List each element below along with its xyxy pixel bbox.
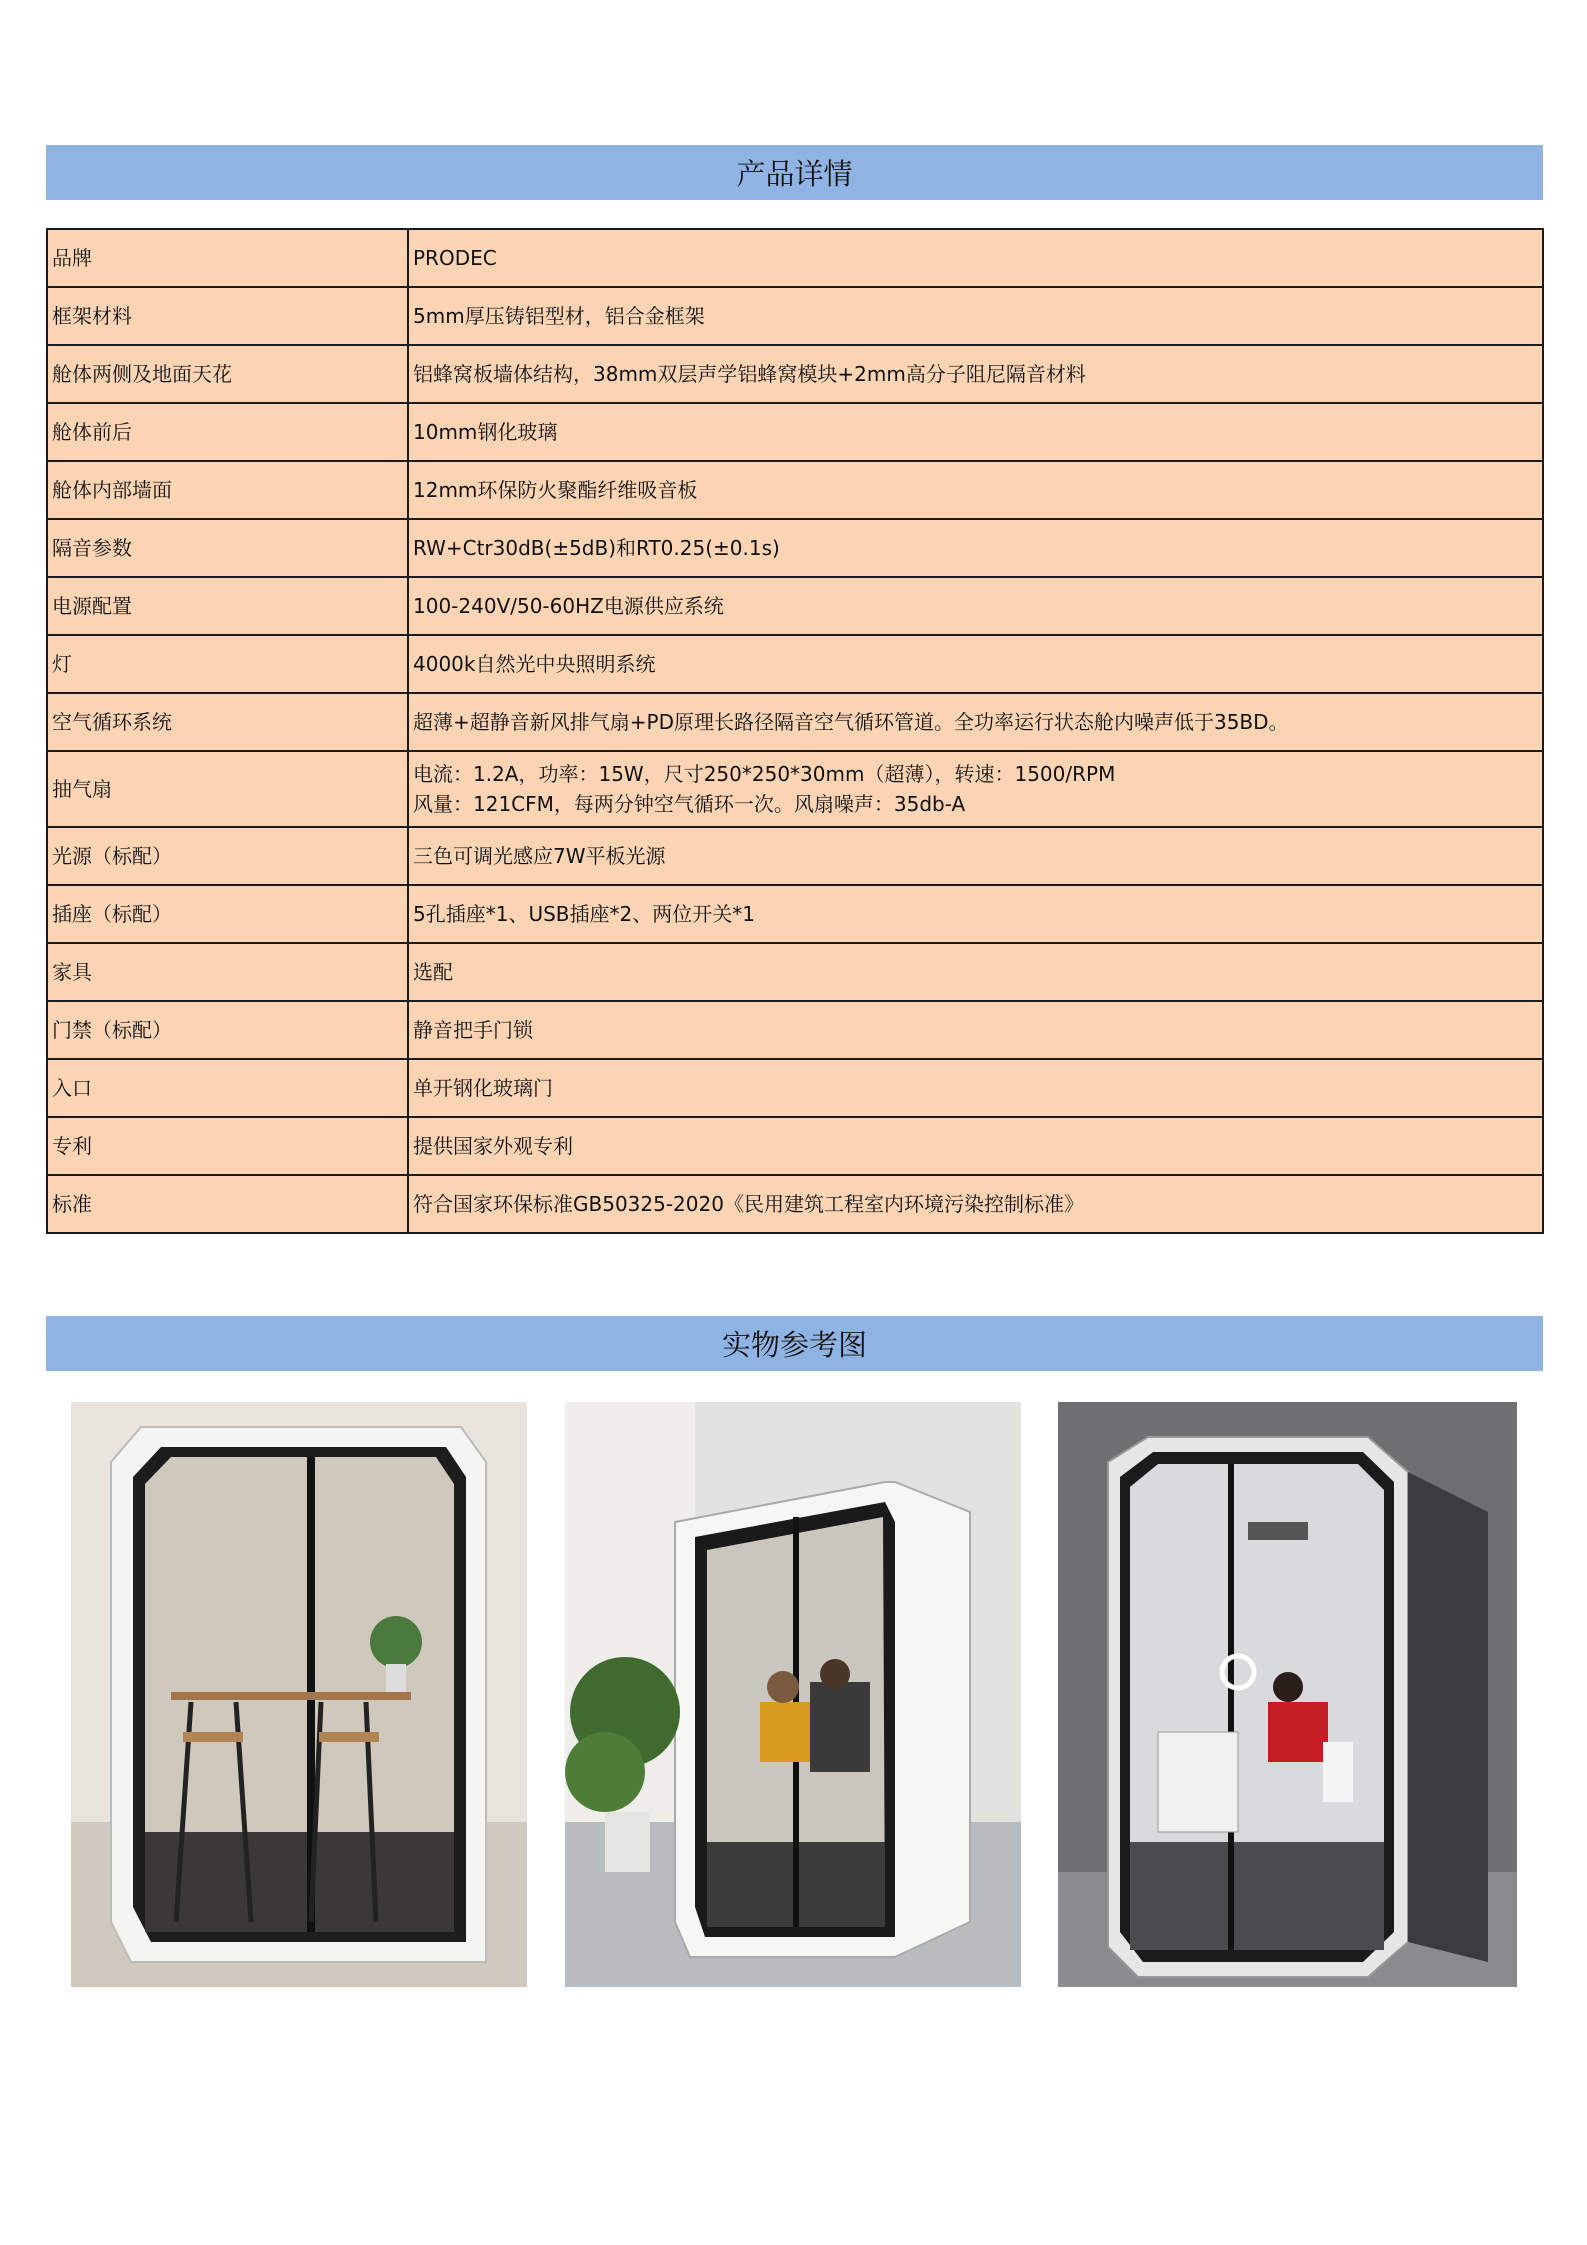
spec-label: 空气循环系统 [47, 693, 408, 751]
spec-value-line: 符合国家环保标准GB50325-2020《民用建筑工程室内环境污染控制标准》 [413, 1192, 1084, 1216]
spec-value [408, 403, 1543, 461]
spec-row [47, 1117, 1543, 1175]
spec-label: 舱体两侧及地面天花 [47, 345, 408, 403]
spec-row [47, 1175, 1543, 1233]
booth-photo-meeting [565, 1402, 1021, 1987]
spec-value [408, 693, 1543, 751]
spec-value-line: 风量：121CFM，每两分钟空气循环一次。风扇噪声：35db-A [413, 792, 966, 816]
spec-value [408, 885, 1543, 943]
spec-value-line: RW+Ctr30dB(±5dB)和RT0.25(±0.1s) [413, 536, 780, 560]
booth-photo-empty [71, 1402, 527, 1987]
spec-value [408, 519, 1543, 577]
spec-value-line: PRODEC [413, 246, 497, 270]
spec-value [408, 635, 1543, 693]
reference-photos-header [46, 1316, 1543, 1371]
spec-value-line: 静音把手门锁 [413, 1018, 533, 1042]
spec-row [47, 693, 1543, 751]
spec-value-line: 铝蜂窝板墙体结构，38mm双层声学铝蜂窝模块+2mm高分子阻尼隔音材料 [413, 362, 1086, 386]
spec-label: 灯 [47, 635, 408, 693]
spec-value [408, 287, 1543, 345]
spec-row [47, 827, 1543, 885]
spec-value-line: 提供国家外观专利 [413, 1134, 573, 1158]
spec-value-line: 单开钢化玻璃门 [413, 1076, 553, 1100]
spec-label: 家具 [47, 943, 408, 1001]
spec-label: 门禁（标配） [47, 1001, 408, 1059]
spec-row [47, 461, 1543, 519]
spec-value [408, 1059, 1543, 1117]
spec-row [47, 943, 1543, 1001]
spec-row [47, 287, 1543, 345]
spec-value-line: 4000k自然光中央照明系统 [413, 652, 656, 676]
spec-value [408, 345, 1543, 403]
booth-photo-office [1058, 1402, 1517, 1987]
reference-photos-title: 实物参考图 [721, 1328, 867, 1362]
product-details-header [46, 145, 1543, 200]
spec-label: 舱体内部墙面 [47, 461, 408, 519]
spec-row [47, 577, 1543, 635]
spec-value-line: 5mm厚压铸铝型材，铝合金框架 [413, 304, 705, 328]
spec-row [47, 345, 1543, 403]
spec-label: 框架材料 [47, 287, 408, 345]
spec-value-line: 10mm钢化玻璃 [413, 420, 558, 444]
spec-row [47, 1059, 1543, 1117]
product-details-title: 产品详情 [736, 157, 853, 191]
spec-label: 标准 [47, 1175, 408, 1233]
spec-value [408, 751, 1543, 827]
spec-label: 隔音参数 [47, 519, 408, 577]
spec-label: 品牌 [47, 229, 408, 287]
spec-value [408, 827, 1543, 885]
spec-label: 专利 [47, 1117, 408, 1175]
spec-value-line: 12mm环保防火聚酯纤维吸音板 [413, 478, 698, 502]
spec-label: 插座（标配） [47, 885, 408, 943]
spec-row [47, 885, 1543, 943]
spec-row [47, 751, 1543, 827]
spec-label: 入口 [47, 1059, 408, 1117]
spec-value-line: 电流：1.2A，功率：15W，尺寸250*250*30mm（超薄），转速：1500/RPM [413, 762, 1116, 786]
spec-value [408, 577, 1543, 635]
spec-value [408, 229, 1543, 287]
spec-value-line: 三色可调光感应7W平板光源 [413, 844, 666, 868]
spec-label: 光源（标配） [47, 827, 408, 885]
spec-row [47, 229, 1543, 287]
spec-value-line: 超薄+超静音新风排气扇+PD原理长路径隔音空气循环管道。全功率运行状态舱内噪声低于35BD。 [413, 710, 1289, 734]
spec-value [408, 943, 1543, 1001]
spec-row [47, 1001, 1543, 1059]
spec-value [408, 461, 1543, 519]
spec-label: 电源配置 [47, 577, 408, 635]
spec-value [408, 1117, 1543, 1175]
spec-value-line: 100-240V/50-60HZ电源供应系统 [413, 594, 724, 618]
spec-row [47, 519, 1543, 577]
spec-value [408, 1001, 1543, 1059]
spec-value-line: 选配 [413, 960, 453, 984]
spec-label: 抽气扇 [47, 751, 408, 827]
spec-label: 舱体前后 [47, 403, 408, 461]
spec-value [408, 1175, 1543, 1233]
spec-row [47, 635, 1543, 693]
spec-row [47, 403, 1543, 461]
spec-value-line: 5孔插座*1、USB插座*2、两位开关*1 [413, 902, 755, 926]
spec-table [46, 228, 1544, 1234]
